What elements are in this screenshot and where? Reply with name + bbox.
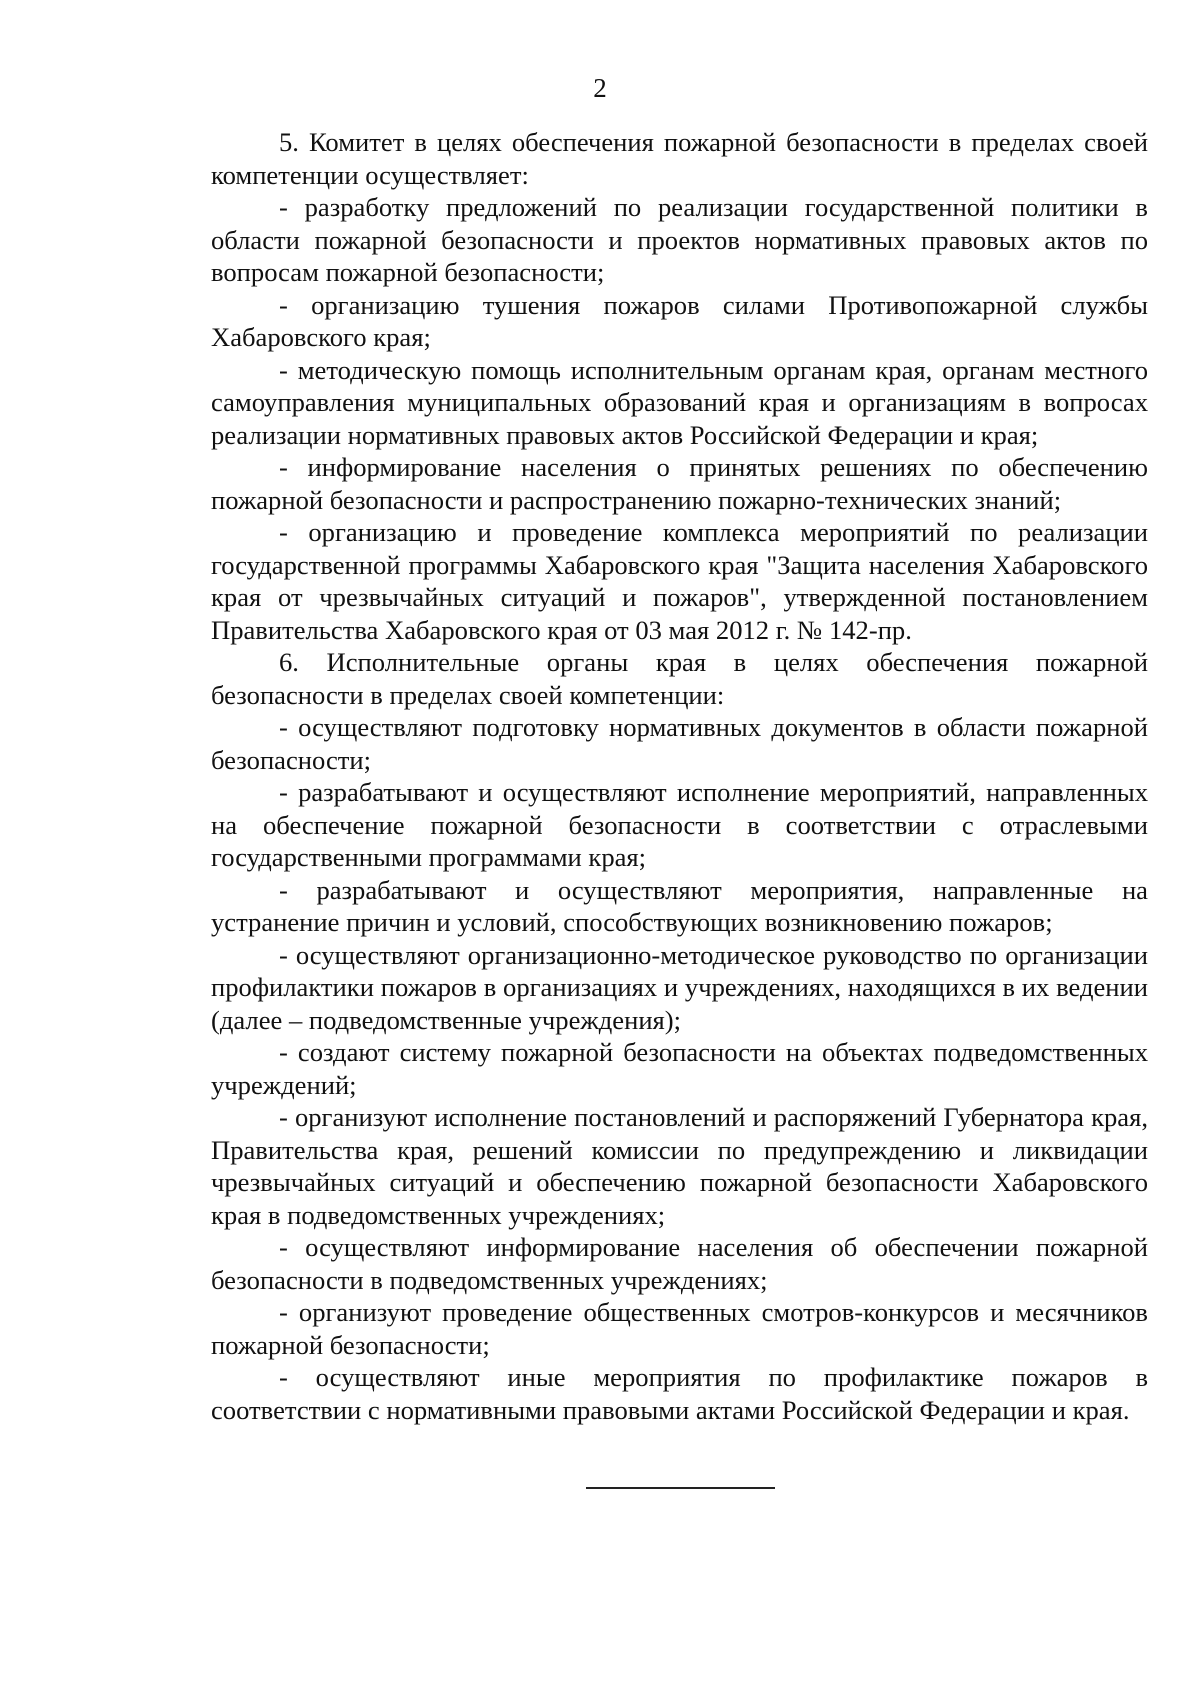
paragraph-decrees-execution: - организуют исполнение постановлений и распоряжений Губернатора края, Правительства края, решений комиссии по предупреждению и ликвидации чрезвычайных ситуаций и обеспечению пожарной безопасности Хабаровского края в подведомственных учреждениях; [211, 1102, 1148, 1230]
paragraph-prevention-guidance: - осуществляют организационно-методическое руководство по организации профилактики пожаров в организациях и учреждениях, находящихся в их ведении (далее – подведомственные учреждения); [211, 939, 1148, 1035]
paragraph-executive-bodies: 6. Исполнительные органы края в целях обеспечения пожарной безопасности в пределах своей компетенции: [211, 647, 1148, 710]
end-divider-line [586, 1487, 775, 1489]
paragraph-other-measures: - осуществляют иные мероприятия по профилактике пожаров в соответствии с нормативными правовыми актами Российской Федерации и края. [211, 1362, 1148, 1425]
paragraph-public-contests: - организуют проведение общественных смотров-конкурсов и месячников пожарной безопасности; [211, 1297, 1148, 1360]
paragraph-population-informing: - осуществляют информирование населения об обеспечении пожарной безопасности в подведомственных учреждениях; [211, 1232, 1148, 1295]
paragraph-public-informing: - информирование населения о принятых решениях по обеспечению пожарной безопасности и распространению пожарно-технических знаний; [211, 452, 1148, 515]
paragraph-safety-system: - создают систему пожарной безопасности на объектах подведомственных учреждений; [211, 1037, 1148, 1100]
paragraph-committee-duties: 5. Комитет в целях обеспечения пожарной безопасности в пределах своей компетенции осуществляет: [211, 127, 1148, 190]
paragraph-methodical-help: - методическую помощь исполнительным органам края, органам местного самоуправления муниципальных образований края и организациям в вопросах реализации нормативных правовых актов Российской Федерации и края; [211, 354, 1148, 450]
page-number: 2 [593, 73, 607, 103]
paragraph-state-program: - организацию и проведение комплекса мероприятий по реализации государственной программы Хабаровского края "Защита населения Хабаровского края от чрезвычайных ситуаций и пожаров", утвержденной постановлением Правительства Хабаровского края от 03 мая 2012 г. № 142-пр. [211, 517, 1148, 645]
paragraph-normative-documents: - осуществляют подготовку нормативных документов в области пожарной безопасности; [211, 712, 1148, 775]
paragraph-cause-elimination: - разрабатывают и осуществляют мероприятия, направленные на устранение причин и условий, способствующих возникновению пожаров; [211, 874, 1148, 937]
document-body [211, 126, 1148, 1426]
paragraph-fire-extinguishing: - организацию тушения пожаров силами Противопожарной службы Хабаровского края; [211, 289, 1148, 352]
paragraph-policy-proposals: - разработку предложений по реализации государственной политики в области пожарной безопасности и проектов нормативных правовых актов по вопросам пожарной безопасности; [211, 192, 1148, 287]
paragraph-sector-programs: - разрабатывают и осуществляют исполнение мероприятий, направленных на обеспечение пожарной безопасности в соответствии с отраслевыми государственными программами края; [211, 777, 1148, 872]
